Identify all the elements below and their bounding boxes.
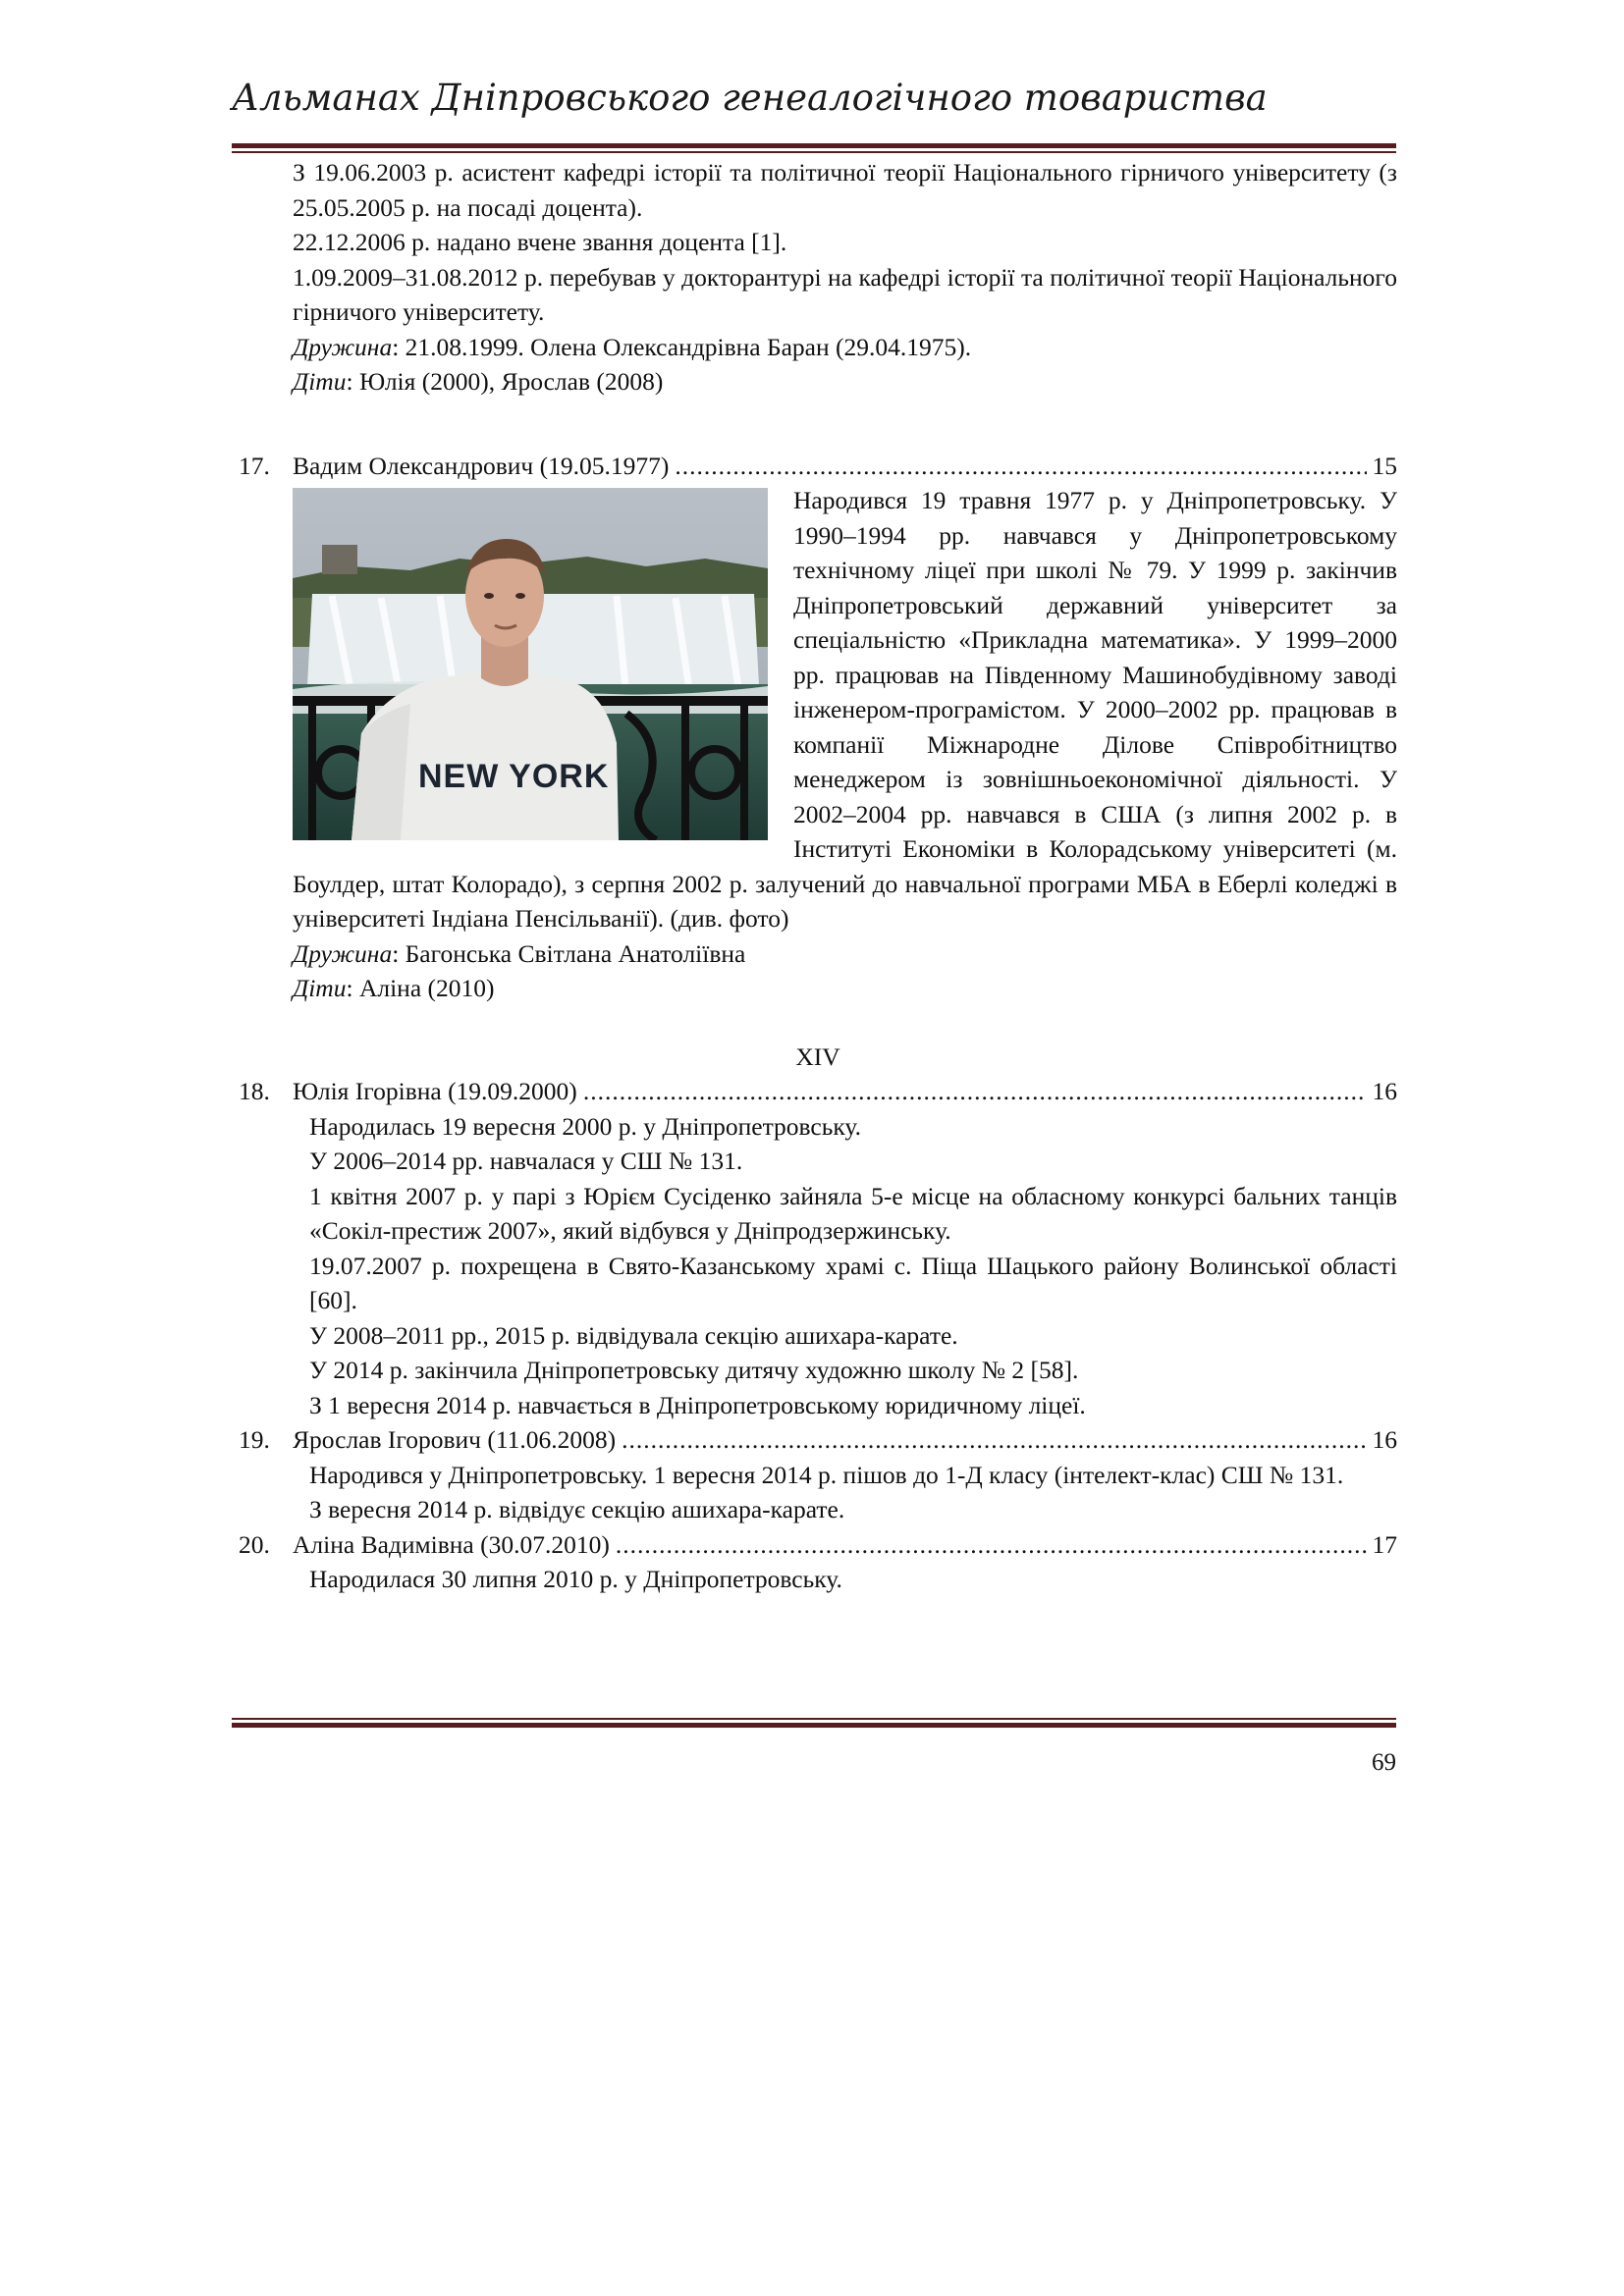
children-text: : Аліна (2010) <box>346 974 495 1002</box>
entry-heading <box>239 449 1397 484</box>
entry-name: Вадим Олександрович (19.05.1977) <box>293 451 670 480</box>
children-label: Діти <box>293 974 347 1002</box>
bio-line: 1.09.2009–31.08.2012 р. перебував у докторантурі на кафедрі історії та політичної теорії Національного гірничого університету. <box>293 262 1397 326</box>
leader-dots <box>675 449 1366 484</box>
bio-text: Народився 19 травня 1977 р. у Дніпропетровську. У 1990–1994 рр. навчався у Дніпропетровському технічному ліцеї при школі № 79. У 1999 р. закінчив Дніпропетровський державний університет за спеціальністю «Прикладна математика». У 1999–2000 рр. працював на Південному Машинобудівному заводі інженером-програмістом. У 2000–2002 рр. працював в компанії Міжнародне Ділове Співробітництво менеджером із зовнішньоекономічної діяльності. У 2002–2004 рр. навчався в США (з липня 2002 р. в Інституті Економіки в Колорадському університеті (м. Боулдер, штат Колорадо), з серпня 2002 р. залучений до навчальної програми МБА в Еберлі коледжі в університеті Індіана Пенсільванії). (див. фото) <box>293 486 1397 933</box>
bio-line: З 1 вересня 2014 р. навчається в Дніпропетровському юридичному ліцеї. <box>309 1390 1086 1419</box>
children-label: Діти <box>293 367 347 396</box>
entry-number: 18. <box>239 1077 270 1105</box>
entry-heading <box>239 1527 1397 1563</box>
bio-line: 22.12.2006 р. надано вчене звання доцента [1]. <box>293 228 787 256</box>
spouse-line <box>239 936 1397 972</box>
entry-number: 20. <box>239 1529 270 1559</box>
children-line <box>239 971 1397 1006</box>
bio-line: 1 квітня 2007 р. у парі з Юрієм Сусіденко зайняла 5-е місце на обласному конкурсі бальних танців «Сокіл-престиж 2007», який відбувся у Дніпродзержинську. <box>309 1181 1397 1245</box>
entry-19 <box>239 1422 1397 1527</box>
shirt-text: NEW YORK <box>418 758 610 795</box>
children-line <box>239 364 1397 400</box>
almanac-header-title: Альманах Дніпровського генеалогічного товариства <box>232 77 1268 119</box>
entry-name: Юлія Ігорівна (19.09.2000) <box>293 1077 577 1105</box>
spouse-label: Дружина <box>293 938 393 968</box>
header-rule <box>232 143 1396 153</box>
entry-16-continuation <box>239 155 1397 400</box>
bio-line: З вересня 2014 р. відвідує секцію ашихара-карате. <box>309 1495 845 1523</box>
entry-name: Аліна Вадимівна (30.07.2010) <box>293 1529 610 1559</box>
entry-page-ref: 16 <box>1372 1425 1397 1454</box>
entry-page-ref: 17 <box>1372 1529 1397 1559</box>
entry-heading <box>239 1074 1397 1109</box>
bio-line: У 2006–2014 рр. навчалася у СШ № 131. <box>309 1147 743 1175</box>
entry-heading <box>239 1422 1397 1458</box>
entry-page-ref: 16 <box>1372 1077 1397 1105</box>
bio-line: Народилася 30 липня 2010 р. у Дніпропетровську. <box>309 1565 842 1593</box>
spouse-text: : 21.08.1999. Олена Олександрівна Баран (29.04.1975). <box>392 332 972 361</box>
children-text: : Юлія (2000), Ярослав (2008) <box>346 367 664 396</box>
bio-line: Народилась 19 вересня 2000 р. у Дніпропетровську. <box>309 1111 861 1141</box>
bio-line: З 19.06.2003 р. асистент кафедрі історії та політичної теорії Національного гірничого університету (з 25.05.2005 р. на посаді доцента). <box>293 158 1397 222</box>
entry-number: 17. <box>239 451 270 480</box>
leader-dots <box>583 1074 1367 1109</box>
entry-number: 19. <box>239 1425 270 1454</box>
bio-line: 19.07.2007 р. похрещена в Свято-Казанському храмі с. Піща Шацького району Волинської області [60]. <box>309 1251 1397 1314</box>
entry-17 <box>239 449 1397 1006</box>
entry-20 <box>239 1527 1397 1597</box>
entry-bio-block <box>239 483 1397 936</box>
generation-heading: XIV <box>795 1041 840 1071</box>
leader-dots <box>616 1527 1367 1563</box>
bio-line: У 2014 р. закінчила Дніпропетровську дитячу художню школу № 2 [58]. <box>309 1356 1079 1384</box>
footer-rule <box>232 1718 1396 1728</box>
portrait-photo <box>293 488 768 840</box>
page-number: 69 <box>1372 1749 1396 1776</box>
entry-18 <box>239 1074 1397 1422</box>
entry-name: Ярослав Ігорович (11.06.2008) <box>293 1425 617 1454</box>
spouse-label: Дружина <box>293 332 393 361</box>
bio-line: Народився у Дніпропетровську. 1 вересня 2014 р. пішов до 1-Д класу (інтелект-клас) СШ № 131. <box>309 1460 1344 1489</box>
entry-page-ref: 15 <box>1372 451 1397 480</box>
main-content <box>239 155 1397 1597</box>
leader-dots <box>622 1422 1366 1458</box>
spouse-line <box>239 330 1397 365</box>
bio-line: У 2008–2011 рр., 2015 р. відвідувала секцію ашихара-карате. <box>309 1320 958 1350</box>
spouse-text: : Багонська Світлана Анатоліївна <box>392 938 746 968</box>
